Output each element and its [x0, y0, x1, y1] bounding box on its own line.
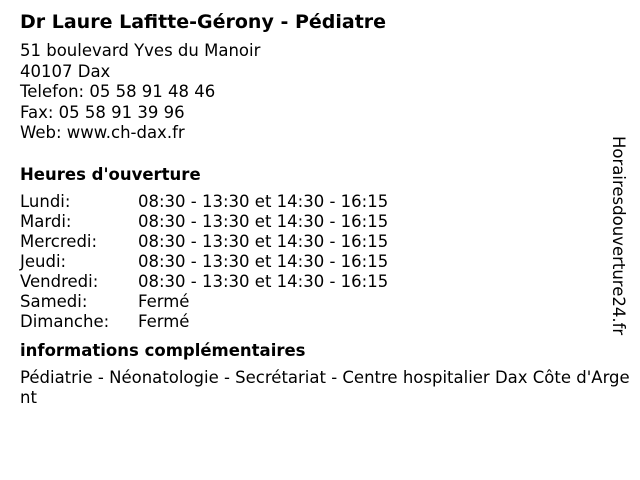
day-label: Dimanche:	[20, 311, 110, 331]
day-label: Vendredi:	[20, 271, 99, 291]
hours-row-wednesday	[20, 232, 388, 252]
city: 40107 Dax	[20, 61, 111, 81]
day-label: Lundi:	[20, 191, 71, 211]
fax-number: Fax: 05 58 91 39 96	[20, 102, 185, 122]
page-title: Dr Laure Lafitte-Gérony - Pédiatre	[20, 11, 387, 33]
street-address: 51 boulevard Yves du Manoir	[20, 41, 261, 60]
hours-row-thursday	[20, 252, 388, 272]
day-hours: 08:30 - 13:30 et 14:30 - 16:15	[138, 211, 389, 231]
day-hours: Fermé	[138, 291, 190, 311]
day-label: Samedi:	[20, 291, 88, 311]
info-text: Pédiatrie - Néonatologie - Secrétariat - Centre hospitalier Dax Côte d'Argent	[20, 367, 630, 407]
hours-row-monday	[20, 192, 388, 212]
day-label: Mercredi:	[20, 231, 98, 251]
day-label: Mardi:	[20, 211, 72, 231]
address-block	[20, 41, 616, 144]
hours-row-sunday	[20, 312, 388, 332]
day-label: Jeudi:	[20, 251, 67, 271]
hours-heading: Heures d'ouverture	[20, 164, 201, 184]
site-watermark: Horairesdouverture24.fr	[609, 136, 628, 336]
opening-hours-table	[20, 192, 388, 332]
day-hours: 08:30 - 13:30 et 14:30 - 16:15	[138, 191, 389, 211]
day-hours: 08:30 - 13:30 et 14:30 - 16:15	[138, 231, 389, 251]
hours-row-tuesday	[20, 212, 388, 232]
hours-row-saturday	[20, 292, 388, 312]
day-hours: 08:30 - 13:30 et 14:30 - 16:15	[138, 251, 389, 271]
hours-row-friday	[20, 272, 388, 292]
day-hours: 08:30 - 13:30 et 14:30 - 16:15	[138, 271, 389, 291]
phone-number: Telefon: 05 58 91 48 46	[20, 82, 216, 101]
day-hours: Fermé	[138, 311, 190, 331]
info-heading: informations complémentaires	[20, 340, 306, 360]
website: Web: www.ch-dax.fr	[20, 123, 185, 142]
